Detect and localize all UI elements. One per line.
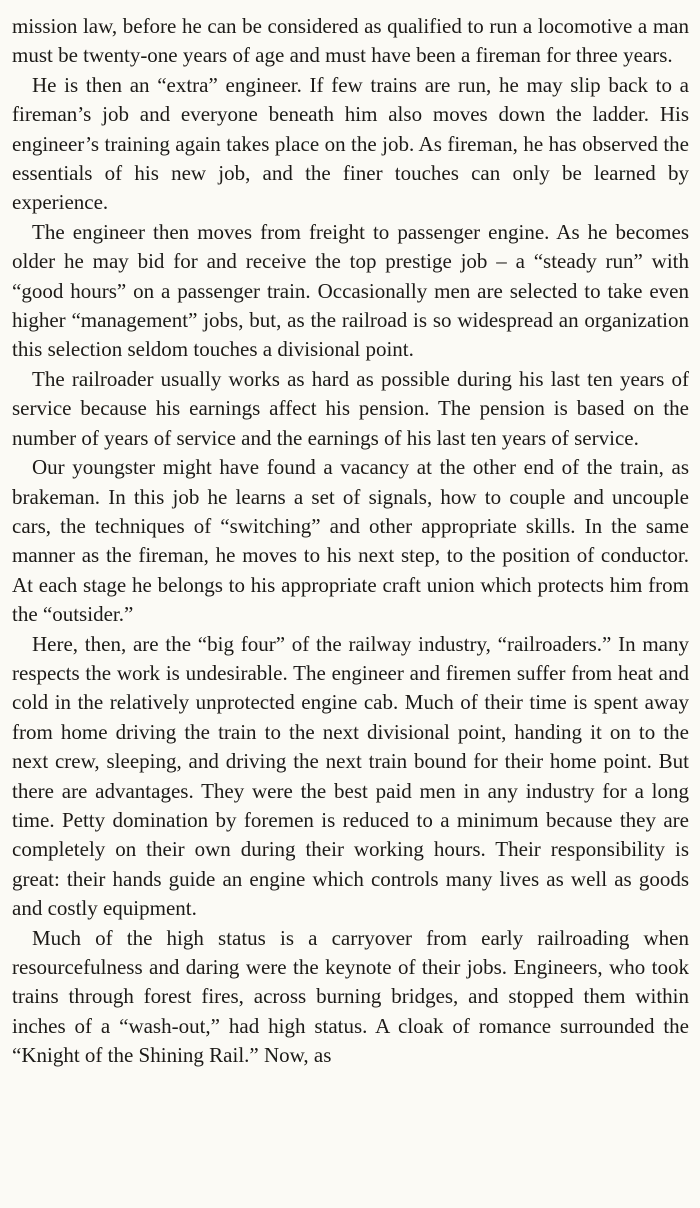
paragraph-pension: The railroader usually works as hard as possible during his last ten years of service because his earnings affect his pension. The pension is based on the number of years of service and the earnings of his last ten years of service.: [12, 366, 689, 450]
paragraph-continued: mission law, before he can be considered as qualified to run a locomotive a man must be twenty-one years of age and must have been a fireman for three years.: [12, 14, 689, 68]
paragraph-high-status: Much of the high status is a carryover from early railroading when resourcefulness and daring were the keynote of their jobs. Engineers, who took trains through forest fires, across burning bridges, and stopped them within inches of a “wash-out,” had high status. A cloak of romance surrounded the “Knight of the Shining Rail.” Now, as: [12, 925, 689, 1068]
paragraph-big-four: Here, then, are the “big four” of the railway industry, “railroaders.” In many respects the work is undesirable. The engineer and firemen suffer from heat and cold in the relatively unprotected engine cab. Much of their time is spent away from home driving the train to the next divisional point, handing it on to the next crew, sleeping, and driving the next train bound for their home point. But there are advantages. They were the best paid men in any industry for a long time. Petty domination by foremen is reduced to a minimum because they are completely on their own during their working hours. Their responsibility is great: their hands guide an engine which controls many lives as well as goods and costly equipment.: [12, 631, 689, 921]
paragraph-passenger-engine: The engineer then moves from freight to passenger engine. As he becomes older he may bid for and receive the top prestige job – a “steady run” with “good hours” on a passenger train. Occasionally men are selected to take even higher “management” jobs, but, as the railroad is so widespread an organization this selection seldom touches a divisional point.: [12, 219, 689, 362]
paragraph-brakeman: Our youngster might have found a vacancy at the other end of the train, as brakeman. In this job he learns a set of signals, how to couple and uncouple cars, the techniques of “switching” and other appropriate skills. In the same manner as the fireman, he moves to his next step, to the position of conductor. At each stage he belongs to his appropriate craft union which protects him from the “outsider.”: [12, 455, 689, 627]
paragraph-extra-engineer: He is then an “extra” engineer. If few trains are run, he may slip back to a fireman’s job and everyone beneath him also moves down the ladder. His engineer’s training again takes place on the job. As fireman, he has observed the essentials of his new job, and the finer touches can only be learned by experience.: [12, 72, 689, 215]
